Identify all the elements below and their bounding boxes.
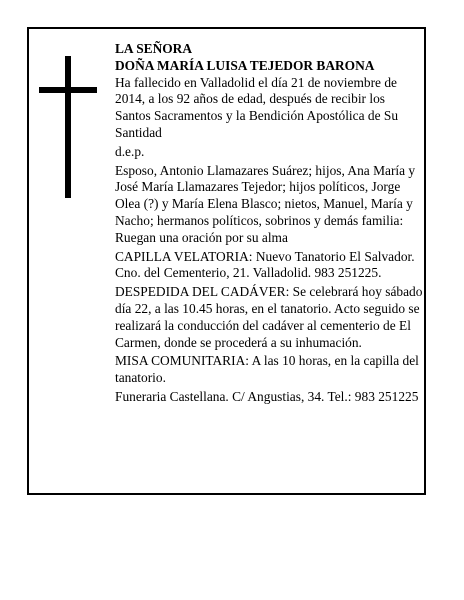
deceased-name: DOÑA MARÍA LUISA TEJEDOR BARONA [115,57,375,73]
obituary-notice [27,27,426,495]
dep-abbreviation: d.e.p. [115,143,145,159]
family-members: Esposo, Antonio Llamazares Suárez; hijos, Ana María y José María Llamazares Tejedor; hijos políticos, Jorge Olea (?) y María Elena Blasco; nietos, Manuel, María y Nacho; hermanos políticos, sobrinos y demás familia: Ruegan una oración por su alma [115,162,416,245]
funeral-home-info: Funeraria Castellana. C/ Angustias, 34. Tel.: 983 251225 [115,388,419,404]
cross-icon [39,56,97,198]
cross-vertical-bar [65,56,71,198]
chapel-info: CAPILLA VELATORIA: Nuevo Tanatorio El Salvador. Cno. del Cementerio, 21. Valladolid. 983 251225. [115,248,415,281]
cross-horizontal-bar [39,87,97,93]
notice-title: LA SEÑORA [115,41,193,56]
death-announcement: Ha fallecido en Valladolid el día 21 de noviembre de 2014, a los 92 años de edad, después de recibir los Santos Sacramentos y la Bendición Apostólica de Su Santidad [115,74,399,140]
notice-text [115,41,423,408]
farewell-info: DESPEDIDA DEL CADÁVER: Se celebrará hoy sábado día 22, a las 10.45 horas, en el tanatorio. Acto seguido se realizará la conducción del cadáver al cementerio de El Carmen, donde se procederá a su inhumación. [115,284,423,350]
mass-info: MISA COMUNITARIA: A las 10 horas, en la capilla del tanatorio. [115,353,419,386]
